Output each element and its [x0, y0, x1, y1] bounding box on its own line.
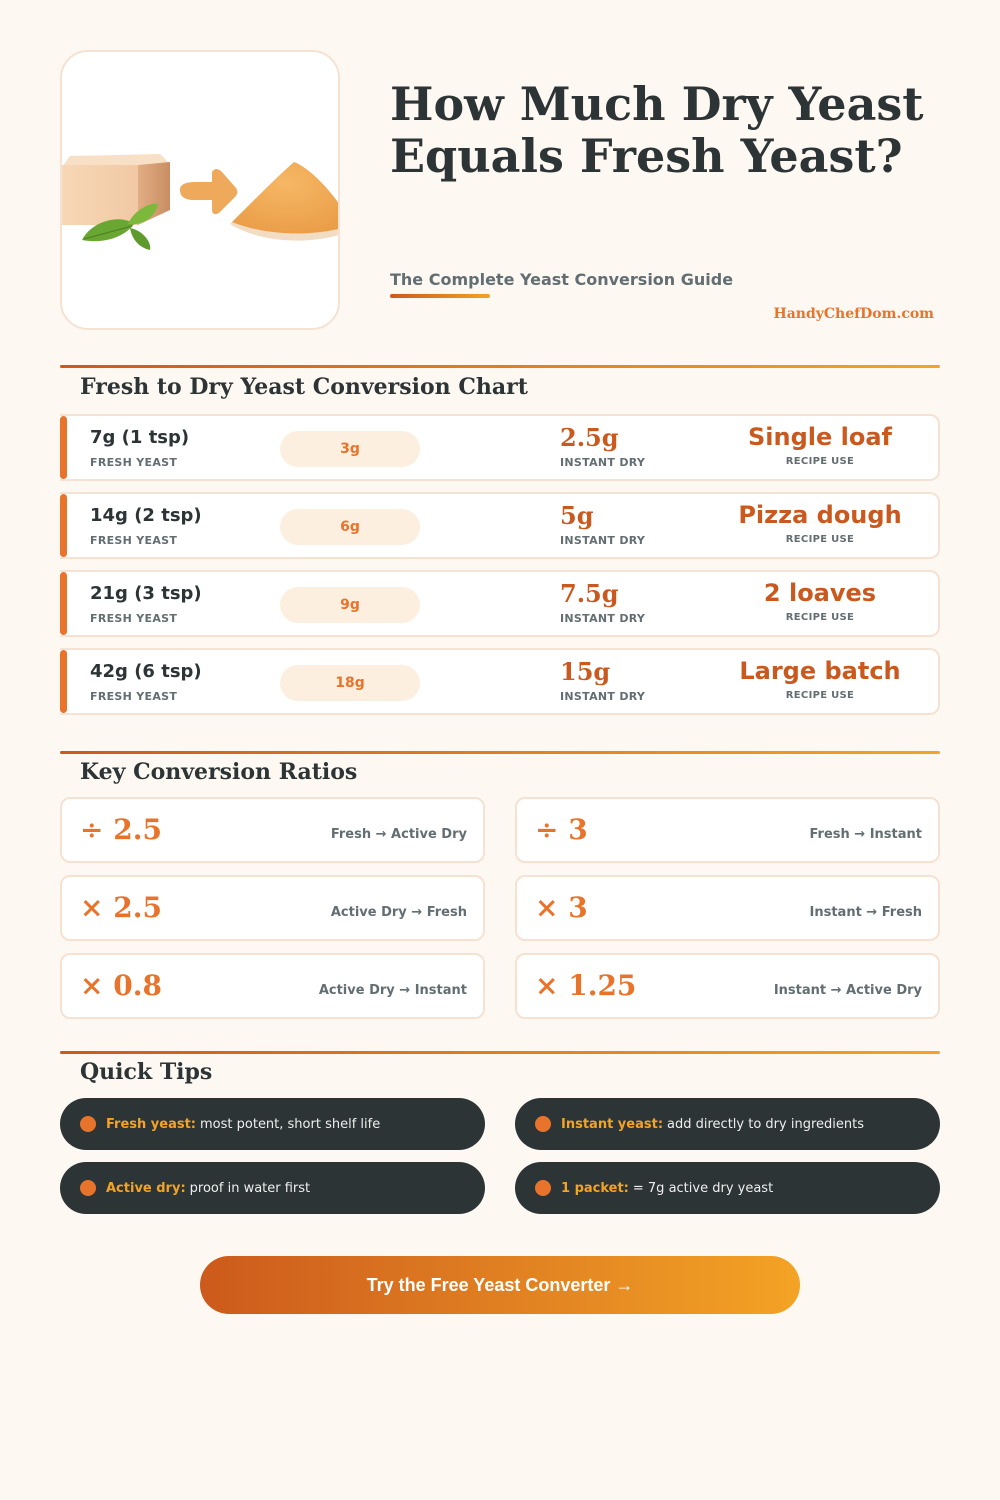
instant-dry-label: INSTANT DRY: [560, 690, 646, 703]
bullet-dot-icon: [535, 1180, 551, 1196]
fresh-amount: 14g (2 tsp): [90, 505, 202, 526]
arrow-right-icon: [180, 169, 237, 214]
tip-item: [515, 1098, 940, 1150]
section-divider: [60, 1051, 940, 1054]
fresh-yeast-label: FRESH YEAST: [90, 456, 178, 469]
fresh-amount: 21g (3 tsp): [90, 583, 202, 604]
bullet-dot-icon: [80, 1180, 96, 1196]
row-accent-bar: [60, 650, 67, 713]
tip-item: [515, 1162, 940, 1214]
active-dry-amount-badge: 18g: [280, 665, 420, 701]
tips-grid: [60, 1098, 940, 1214]
ratio-value: × 0.8: [80, 969, 162, 1002]
recipe-use: Pizza dough: [738, 501, 902, 529]
ratio-card: [515, 875, 940, 941]
instant-amount: 5g: [560, 501, 594, 530]
fresh-amount: 7g (1 tsp): [90, 427, 190, 448]
page-subtitle: The Complete Yeast Conversion Guide: [390, 270, 734, 289]
active-dry-amount-badge: 6g: [280, 509, 420, 545]
tip-key: Fresh yeast:: [106, 1116, 197, 1132]
tip-text: proof in water first: [189, 1180, 311, 1196]
bullet-dot-icon: [80, 1116, 96, 1132]
tip-item: [60, 1098, 485, 1150]
active-dry-amount-badge: 9g: [280, 587, 420, 623]
ratio-card: [515, 797, 940, 863]
bullet-dot-icon: [535, 1116, 551, 1132]
tip-text: most potent, short shelf life: [200, 1116, 381, 1132]
ratio-description: Active Dry → Fresh: [330, 905, 467, 920]
tip-item: [60, 1162, 485, 1214]
instant-dry-label: INSTANT DRY: [560, 534, 646, 547]
tip-key: Active dry:: [106, 1180, 186, 1196]
conversion-row: [60, 492, 940, 559]
recipe-use-label: RECIPE USE: [785, 612, 855, 623]
row-accent-bar: [60, 416, 67, 479]
instant-amount: 7.5g: [560, 579, 619, 608]
ratios-title: Key Conversion Ratios: [80, 759, 358, 785]
tip-key: 1 packet:: [561, 1180, 629, 1196]
fresh-yeast-label: FRESH YEAST: [90, 534, 178, 547]
hero-illustration: [60, 50, 340, 330]
section-divider: [60, 365, 940, 368]
yeast-conversion-illustration: [62, 52, 340, 330]
conversion-row: [60, 414, 940, 481]
row-accent-bar: [60, 572, 67, 635]
recipe-use: Large batch: [739, 657, 901, 685]
ratio-value: × 2.5: [80, 891, 162, 924]
brand-link[interactable]: HandyChefDom.com: [773, 306, 934, 322]
instant-dry-label: INSTANT DRY: [560, 456, 646, 469]
ratio-grid: [60, 797, 940, 1019]
ratio-description: Fresh → Active Dry: [330, 827, 467, 842]
ratio-description: Instant → Active Dry: [773, 983, 922, 998]
ratio-card: [60, 953, 485, 1019]
ratio-description: Active Dry → Instant: [318, 983, 467, 998]
instant-dry-label: INSTANT DRY: [560, 612, 646, 625]
ratio-value: × 1.25: [535, 969, 637, 1002]
row-accent-bar: [60, 494, 67, 557]
ratio-card: [515, 953, 940, 1019]
recipe-use: 2 loaves: [763, 579, 877, 607]
recipe-use: Single loaf: [748, 423, 892, 451]
conversion-row: [60, 648, 940, 715]
tips-title: Quick Tips: [80, 1059, 213, 1085]
ratio-description: Fresh → Instant: [809, 827, 922, 842]
recipe-use-label: RECIPE USE: [785, 534, 855, 545]
conversion-row: [60, 570, 940, 637]
section-divider: [60, 751, 940, 754]
tip-key: Instant yeast:: [561, 1116, 664, 1132]
recipe-use-label: RECIPE USE: [785, 456, 855, 467]
ratio-card: [60, 875, 485, 941]
fresh-yeast-label: FRESH YEAST: [90, 690, 178, 703]
fresh-yeast-cube-icon: [62, 154, 170, 225]
tip-text: = 7g active dry yeast: [632, 1180, 774, 1196]
dry-yeast-pile-icon: [230, 162, 340, 241]
active-dry-amount-badge: 3g: [280, 431, 420, 467]
ratio-card: [60, 797, 485, 863]
yeast-converter-cta-button[interactable]: Try the Free Yeast Converter →: [200, 1256, 800, 1314]
recipe-use-label: RECIPE USE: [785, 690, 855, 701]
conversion-chart: [60, 414, 940, 726]
ratio-value: × 3: [535, 891, 588, 924]
ratio-value: ÷ 2.5: [80, 813, 162, 846]
ratio-description: Instant → Fresh: [809, 905, 922, 920]
conversion-chart-title: Fresh to Dry Yeast Conversion Chart: [80, 374, 528, 400]
tip-text: add directly to dry ingredients: [667, 1116, 864, 1132]
fresh-amount: 42g (6 tsp): [90, 661, 202, 682]
subtitle-underline: [390, 294, 490, 298]
instant-amount: 15g: [560, 657, 611, 686]
page-title: How Much Dry Yeast Equals Fresh Yeast?: [390, 77, 924, 183]
instant-amount: 2.5g: [560, 423, 619, 452]
fresh-yeast-label: FRESH YEAST: [90, 612, 178, 625]
ratio-value: ÷ 3: [535, 813, 588, 846]
